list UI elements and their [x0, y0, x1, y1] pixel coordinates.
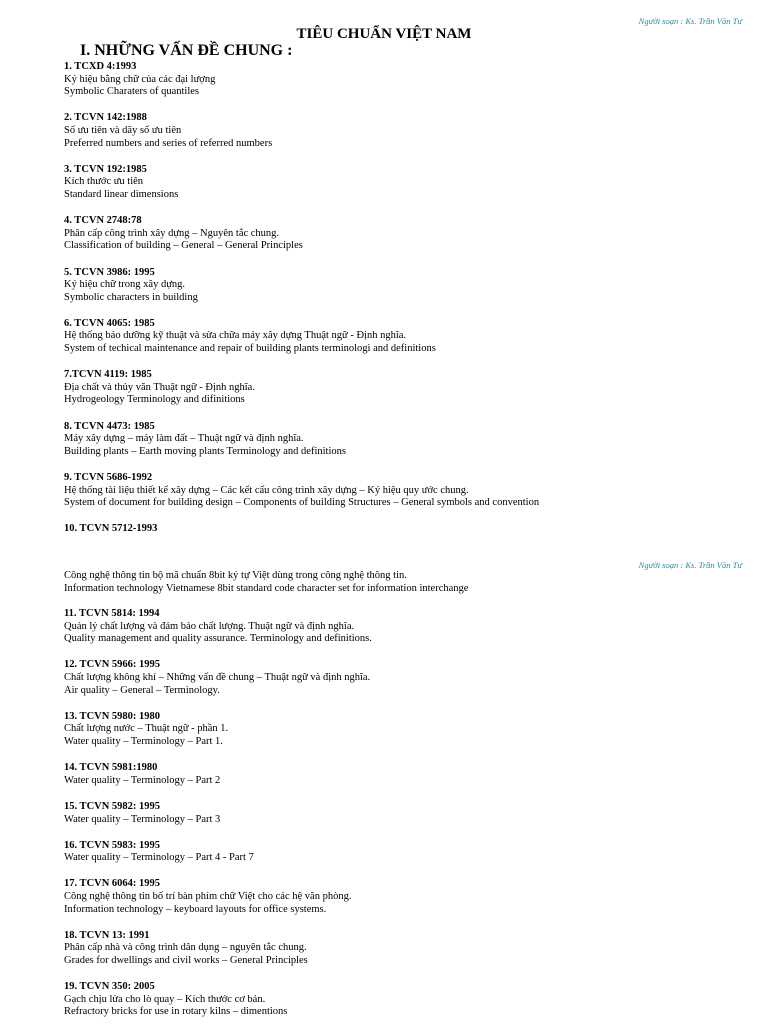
section-heading: I. NHỮNG VẤN ĐỀ CHUNG : [80, 42, 293, 59]
standard-code: 9. TCVN 5686-1992 [64, 472, 153, 483]
standard-code: 15. TCVN 5982: 1995 [64, 800, 161, 812]
standard-description-line: Symbolic Charaters of quantiles [64, 86, 200, 98]
standard-code: 11. TCVN 5814: 1994 [64, 608, 160, 619]
standard-description-line: Water quality – Terminology – Part 3 [64, 813, 221, 825]
standard-entry [64, 523, 754, 536]
standard-code: 16. TCVN 5983: 1995 [64, 839, 161, 851]
standard-description-line: Building plants – Earth moving plants Terminology and definitions [64, 445, 346, 457]
standard-description-line: Địa chất và thủy văn Thuật ngữ - Định nghĩa. [64, 381, 255, 393]
standard-entry [64, 801, 754, 826]
standard-description-line: Số ưu tiên và dãy số ưu tiên [64, 124, 182, 136]
continuation-line: Information technology Vietnamese 8bit standard code character set for information interchange [64, 582, 469, 594]
standard-description-line: Water quality – Terminology – Part 2 [64, 774, 221, 786]
standard-entry [64, 840, 754, 865]
standard-description-line: Phân cấp công trình xây dựng – Nguyên tắc chung. [64, 227, 280, 239]
standard-description-line: Kích thước ưu tiên [64, 176, 144, 188]
standard-entry [64, 112, 754, 150]
standard-entry [64, 878, 754, 916]
standard-entry [64, 164, 754, 202]
standard-description-line: Gạch chịu lửa cho lò quay – Kích thước cơ bản. [64, 993, 266, 1005]
standard-entry [64, 61, 754, 99]
continuation-block [64, 570, 754, 595]
standard-entry [64, 472, 754, 510]
standard-code: 7.TCVN 4119: 1985 [64, 369, 152, 381]
standard-code: 19. TCVN 350: 2005 [64, 981, 155, 993]
standard-entry [64, 762, 754, 787]
standard-description-line: System of document for building design – Components of building Structures – General symbols and convention [64, 497, 540, 509]
author-note-top: Người soạn : Ks. Trần Văn Tư [638, 16, 742, 26]
standard-code: 17. TCVN 6064: 1995 [64, 878, 161, 890]
standard-entry [64, 981, 754, 1019]
standard-description-line: Hệ thống tài liệu thiết kế xây dựng – Các kết cấu công trình xây dựng – Ký hiệu quy ước chung. [64, 484, 469, 496]
standard-description-line: Air quality – General – Terminology. [64, 684, 220, 696]
standard-entry [64, 369, 754, 407]
standard-code: 1. TCXD 4:1993 [64, 61, 137, 72]
standard-description-line: Information technology – keyboard layouts for office systems. [64, 903, 327, 915]
standard-entry [64, 421, 754, 459]
page-title: TIÊU CHUẨN VIỆT NAM [296, 26, 472, 42]
standard-description-line: Quản lý chất lượng và đảm bảo chất lượng. Thuật ngữ và định nghĩa. [64, 620, 355, 632]
standard-entry [64, 608, 754, 646]
standard-description-line: Symbolic characters in building [64, 291, 198, 303]
standard-description-line: Grades for dwellings and civil works – General Principles [64, 955, 308, 967]
standard-description-line: Water quality – Terminology – Part 1. [64, 735, 223, 747]
standard-code: 12. TCVN 5966: 1995 [64, 659, 161, 671]
standards-list-page1 [64, 61, 754, 550]
standard-entry [64, 930, 754, 968]
standard-description-line: Hệ thống bảo dưỡng kỹ thuật và sửa chữa máy xây dựng Thuật ngữ - Định nghĩa. [64, 330, 407, 342]
standard-description-line: Classification of building – General – General Principles [64, 240, 303, 252]
standard-code: 4. TCVN 2748:78 [64, 215, 142, 227]
standard-description-line: Máy xây dựng – máy làm đất – Thuật ngữ và định nghĩa. [64, 433, 304, 445]
standard-description-line: System of techical maintenance and repair of building plants terminologi and definitions [64, 343, 436, 355]
standard-code: 6. TCVN 4065: 1985 [64, 317, 155, 329]
standard-description-line: Công nghệ thông tin bố trí bàn phím chữ Việt cho các hệ văn phòng. [64, 891, 352, 903]
standard-description-line: Chất lượng nước – Thuật ngữ - phần 1. [64, 723, 229, 735]
standard-code: 18. TCVN 13: 1991 [64, 929, 150, 941]
standard-entry [64, 711, 754, 749]
standard-code: 3. TCVN 192:1985 [64, 163, 147, 175]
standard-description-line: Ký hiệu bằng chữ của các đại lượng [64, 73, 216, 85]
standard-description-line: Water quality – Terminology – Part 4 - Part 7 [64, 852, 254, 864]
standard-code: 10. TCVN 5712-1993 [64, 523, 158, 535]
standard-description-line: Preferred numbers and series of referred numbers [64, 137, 273, 149]
standard-description-line: Phân cấp nhà và công trình dân dụng – nguyên tắc chung. [64, 942, 307, 954]
standard-description-line: Hydrogeology Terminology and difinitions [64, 394, 245, 406]
standard-entry [64, 215, 754, 253]
standard-entry [64, 318, 754, 356]
standard-code: 8. TCVN 4473: 1985 [64, 420, 155, 432]
standard-code: 14. TCVN 5981:1980 [64, 762, 158, 774]
standard-entry [64, 659, 754, 697]
standard-description-line: Quality management and quality assurance. Terminology and definitions. [64, 633, 372, 645]
standard-description-line: Chất lượng không khí – Những vấn đề chung – Thuật ngữ và định nghĩa. [64, 671, 371, 683]
standard-code: 5. TCVN 3986: 1995 [64, 266, 155, 278]
continuation-line: Công nghệ thông tin bộ mã chuẩn 8bit ký tự Việt dùng trong công nghệ thông tin. [64, 570, 407, 581]
standard-description-line: Ký hiệu chữ trong xây dựng. [64, 279, 186, 291]
standard-entry [64, 267, 754, 305]
author-note-page2: Người soạn : Ks. Trần Văn Tư [638, 560, 742, 570]
standard-description-line: Standard linear dimensions [64, 188, 179, 200]
standard-code: 2. TCVN 142:1988 [64, 112, 147, 124]
standard-code: 13. TCVN 5980: 1980 [64, 710, 161, 722]
standard-description-line: Refractory bricks for use in rotary kilns – dimentions [64, 1006, 288, 1018]
standards-list-page2 [64, 608, 754, 1033]
